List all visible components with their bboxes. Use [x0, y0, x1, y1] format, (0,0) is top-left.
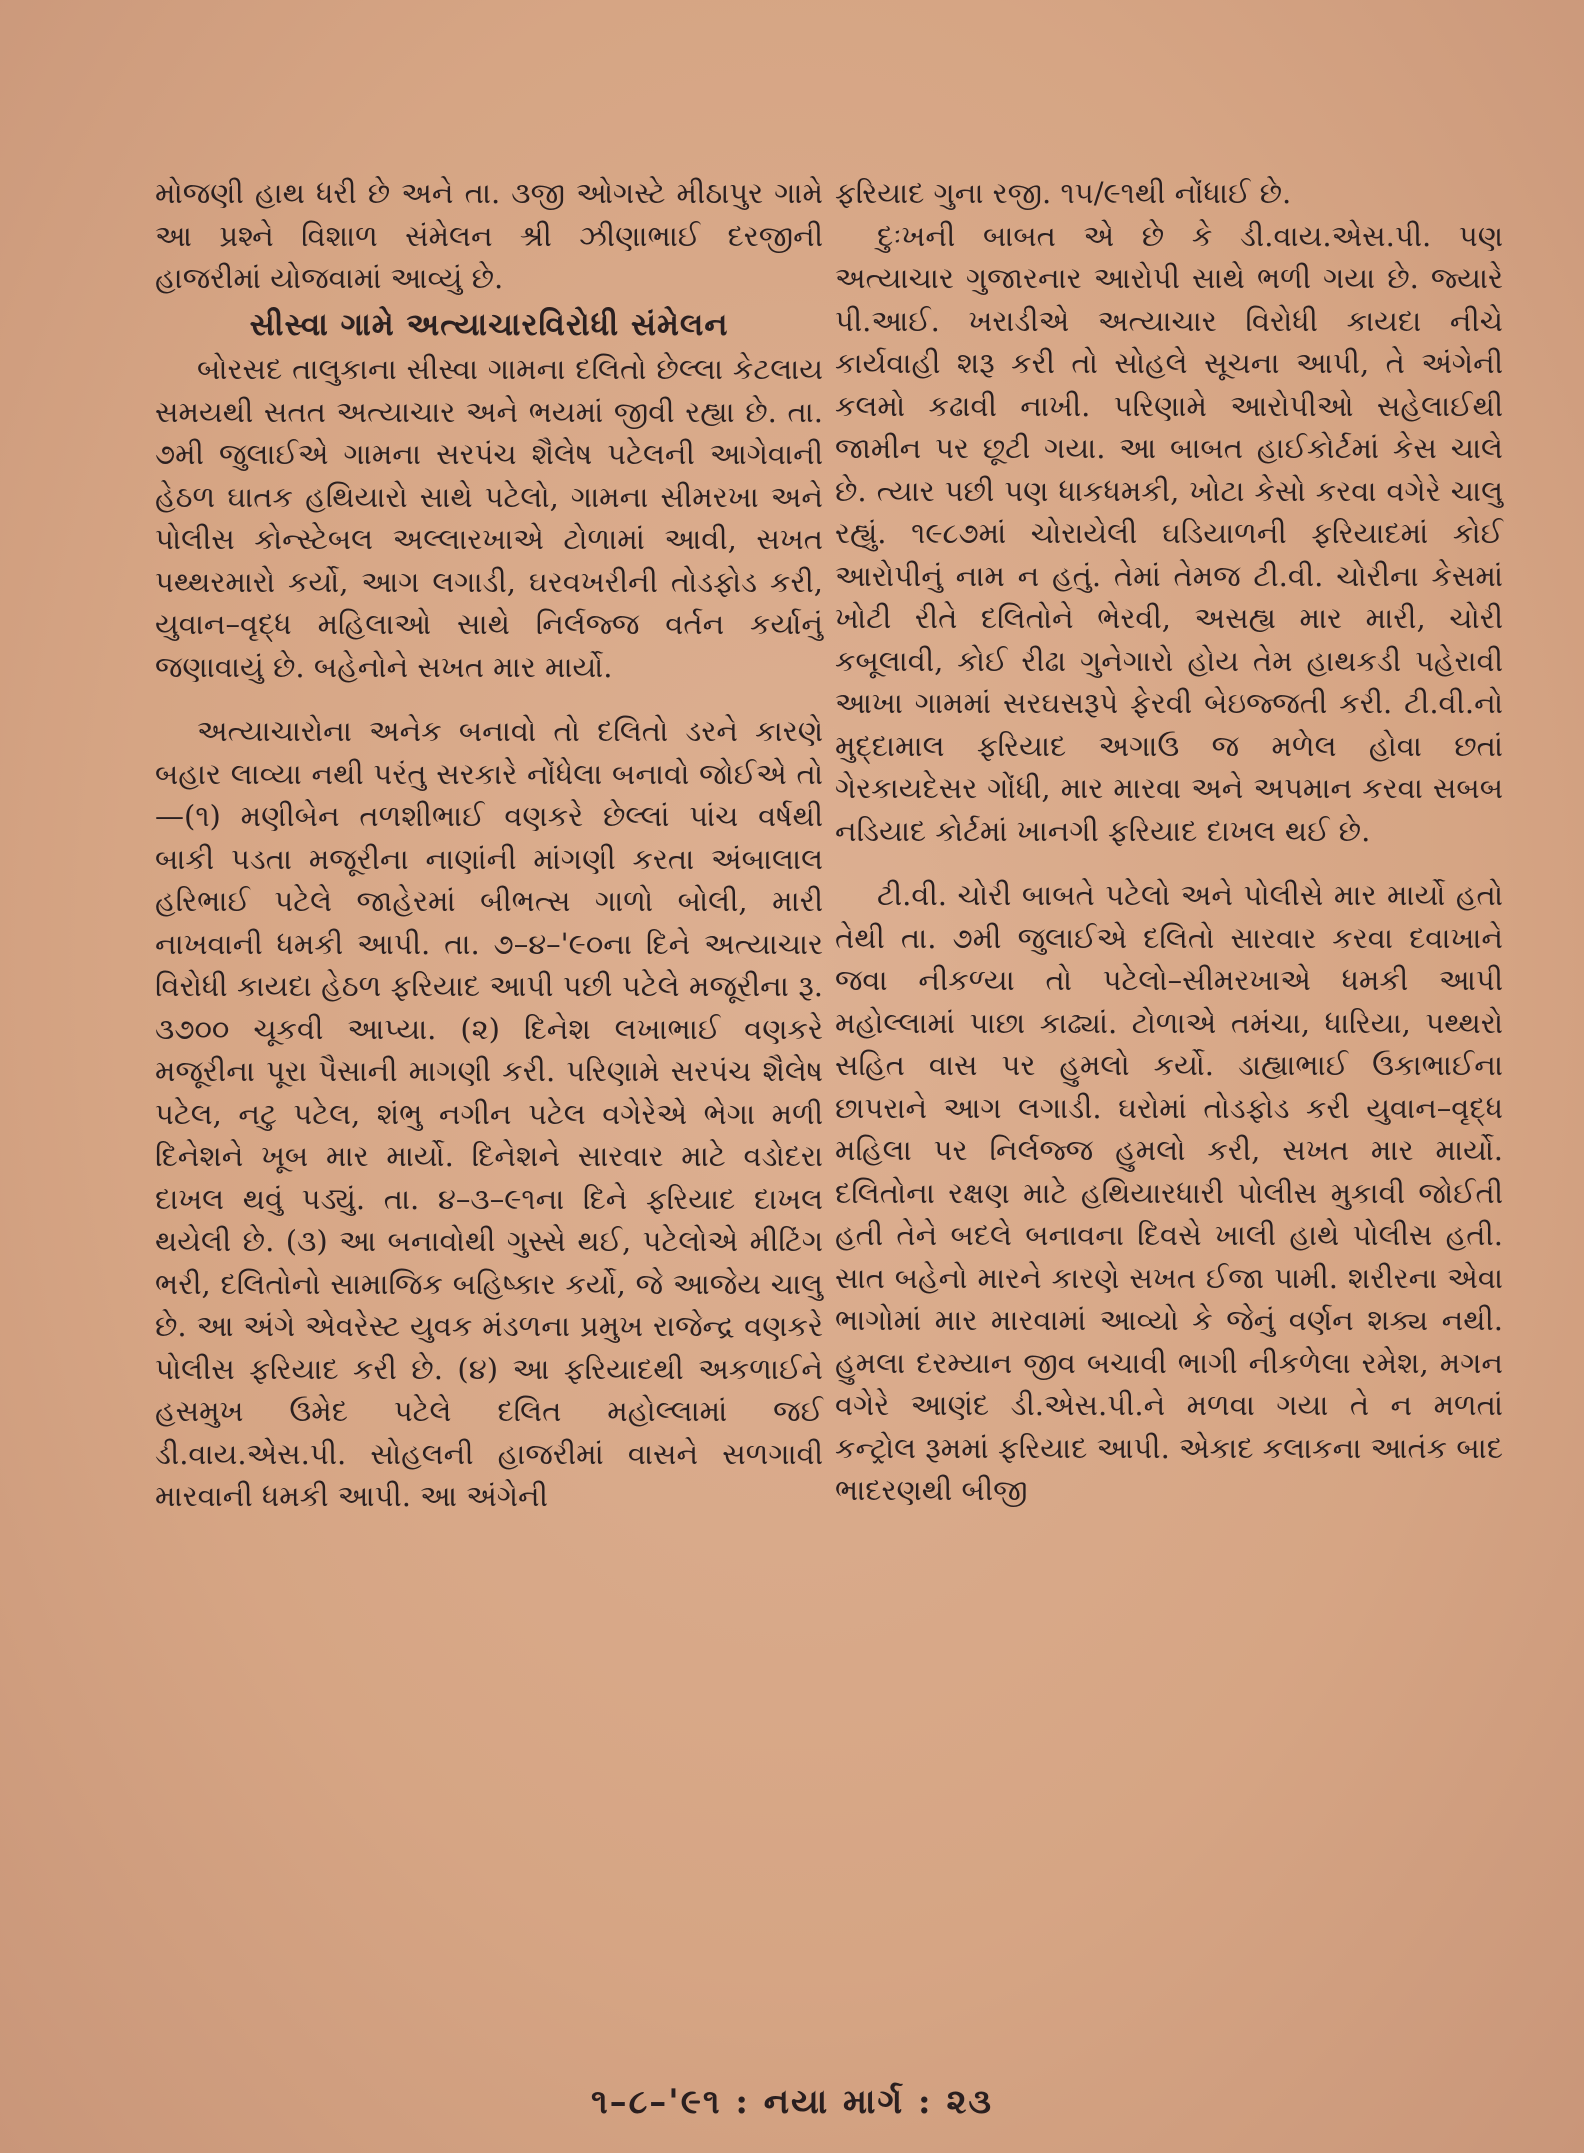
left-paragraph-3: અત્યાચારોના અનેક બનાવો તો દલિતો ડરને કારણે બહાર લાવ્યા નથી પરંતુ સરકારે નોંધેલા બનાવો જોઈએ તો—(૧) મણીબેન તળશીભાઈ વણકરે છેલ્લાં પાંચ વર્ષથી બાકી પડતા મજૂરીના નાણાંની માંગણી કરતા અંબાલાલ હરિભાઈ પટેલે જાહેરમાં બીભત્સ ગાળો બોલી, મારી નાખવાની ધમકી આપી. તા. ૭–૪–'૯૦ના દિને અત્યાચાર વિરોધી કાયદા હેઠળ ફરિયાદ આપી પછી પટેલે મજૂરીના રૂ. ૩૭૦૦ ચૂકવી આપ્યા. (૨) દિનેશ લખાભાઈ વણકરે મજૂરીના પૂરા પૈસાની માગણી કરી. પરિણામે સરપંચ શૈલેષ પટેલ, નટુ પટેલ, શંભુ નગીન પટેલ વગેરેએ ભેગા મળી દિનેશને ખૂબ માર માર્યો. દિનેશને સારવાર માટે વડોદરા દાખલ થવું પડ્યું. તા. ૪–૩–૯૧ના દિને ફરિયાદ દાખલ થયેલી છે. (૩) આ બનાવોથી ગુસ્સે થઈ, પટેલોએ મીટિંગ ભરી, દલિતોનો સામાજિક બહિષ્કાર કર્યો, જે આજેય ચાલુ છે. આ અંગે એવરેસ્ટ યુવક મંડળના પ્રમુખ રાજેન્દ્ર વણકરે પોલીસ ફરિયાદ કરી છે. (૪) આ ફરિયાદથી અકળાઈને હસમુખ ઉમેદ પટેલે દલિત મહોલ્લામાં જઈ ડી.વાય.એસ.પી. સોહલની હાજરીમાં વાસને સળગાવી મારવાની ધમકી આપી. આ અંગેની [155, 714, 823, 1513]
left-paragraph-1: મોજણી હાથ ધરી છે અને તા. ૩જી ઓગસ્ટે મીઠાપુર ગામે આ પ્રશ્ને વિશાળ સંમેલન શ્રી ઝીણાભાઈ દરજીની હાજરીમાં યોજવામાં આવ્યું છે. [155, 176, 823, 295]
right-paragraph-2: દુઃખની બાબત એ છે કે ડી.વાય.એસ.પી. પણ અત્યાચાર ગુજારનાર આરોપી સાથે ભળી ગયા છે. જ્યારે પી.આઈ. ખરાડીએ અત્યાચાર વિરોધી કાયદા નીચે કાર્યવાહી શરૂ કરી તો સોહલે સૂચના આપી, તે અંગેની કલમો કઢાવી નાખી. પરિણામે આરોપીઓ સહેલાઈથી જામીન પર છૂટી ગયા. આ બાબત હાઈકોર્ટમાં કેસ ચાલે છે. ત્યાર પછી પણ ધાકધમકી, ખોટા કેસો કરવા વગેરે ચાલુ રહ્યું. ૧૯૮૭માં ચોરાયેલી ઘડિયાળની ફરિયાદમાં કોઈ આરોપીનું નામ ન હતું. તેમાં તેમજ ટી.વી. ચોરીના કેસમાં ખોટી રીતે દલિતોને ભેરવી, અસહ્ય માર મારી, ચોરી કબૂલાવી, કોઈ રીઢા ગુનેગારો હોય તેમ હાથકડી પહેરાવી આખા ગામમાં સરઘસરૂપે ફેરવી બેઇજ્જતી કરી. ટી.વી.નો મુદ્દામાલ ફરિયાદ અગાઉ જ મળેલ હોવા છતાં ગેરકાયદેસર ગોંધી, માર મારવા અને અપમાન કરવા સબબ નડિયાદ કોર્ટમાં ખાનગી ફરિયાદ દાખલ થઈ છે. [835, 218, 1503, 848]
right-column [835, 172, 1503, 1512]
page-footer: ૧–૮–'૯૧ : નયા માર્ગ : ૨૩ [590, 2082, 994, 2122]
right-paragraph-1: ફરિયાદ ગુના રજી. ૧૫/૯૧થી નોંધાઈ છે. [835, 176, 1292, 210]
left-paragraph-2: બોરસદ તાલુકાના સીસ્વા ગામના દલિતો છેલ્લા કેટલાય સમયથી સતત અત્યાચાર અને ભયમાં જીવી રહ્યા છે. તા. ૭મી જુલાઈએ ગામના સરપંચ શૈલેષ પટેલની આગેવાની હેઠળ ઘાતક હથિયારો સાથે પટેલો, ગામના સીમરખા અને પોલીસ કોન્સ્ટેબલ અલ્લારખાએ ટોળામાં આવી, સખત પથ્થરમારો કર્યો, આગ લગાડી, ઘરવખરીની તોડફોડ કરી, યુવાન–વૃદ્ધ મહિલાઓ સાથે નિર્લજ્જ વર્તન કર્યાનું જણાવાયું છે. બહેનોને સખત માર માર્યો. [155, 352, 823, 684]
section-heading: સીસ્વા ગામે અત્યાચારવિરોધી સંમેલન [249, 306, 729, 343]
right-paragraph-3: ટી.વી. ચોરી બાબતે પટેલો અને પોલીસે માર માર્યો હતો તેથી તા. ૭મી જુલાઈએ દલિતો સારવાર કરવા દવાખાને જવા નીકળ્યા તો પટેલો–સીમરખાએ ધમકી આપી મહોલ્લામાં પાછા કાઢ્યાં. ટોળાએ તમંચા, ધારિયા, પથ્થરો સહિત વાસ પર હુમલો કર્યો. ડાહ્યાભાઈ ઉકાભાઈના છાપરાને આગ લગાડી. ઘરોમાં તોડફોડ કરી યુવાન–વૃદ્ધ મહિલા પર નિર્લજ્જ હુમલો કરી, સખત માર માર્યો. દલિતોના રક્ષણ માટે હથિયારધારી પોલીસ મુકાવી જોઈતી હતી તેને બદલે બનાવના દિવસે ખાલી હાથે પોલીસ હતી. સાત બહેનો મારને કારણે સખત ઈજા પામી. શરીરના એવા ભાગોમાં માર મારવામાં આવ્યો કે જેનું વર્ણન શક્ય નથી. હુમલા દરમ્યાન જીવ બચાવી ભાગી નીકળેલા રમેશ, મગન વગેરે આણંદ ડી.એસ.પી.ને મળવા ગયા તે ન મળતાં કન્ટ્રોલ રૂમમાં ફરિયાદ આપી. એકાદ કલાકના આતંક બાદ ભાદરણથી બીજી [835, 878, 1503, 1507]
left-column [155, 172, 823, 1518]
